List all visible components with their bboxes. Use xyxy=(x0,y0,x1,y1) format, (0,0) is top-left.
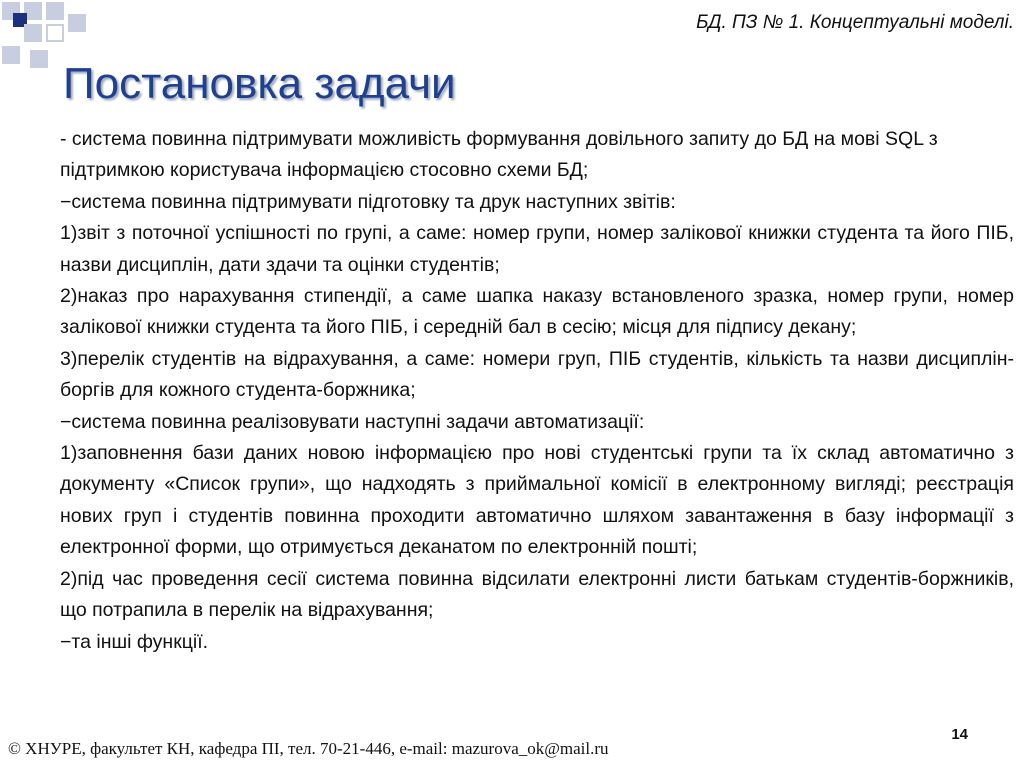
body-paragraph: 1)звіт з поточної успішності по групі, а саме: номер групи, номер залікової книжки студента та його ПІБ, назви дисциплін, дати здачи та оцінки студентів; xyxy=(60,222,1014,276)
deco-square xyxy=(68,14,86,32)
body-paragraph: −та інші функції. xyxy=(60,630,209,653)
slide-title: Постановка задачи xyxy=(63,59,456,108)
deco-square xyxy=(46,24,64,42)
body-paragraph: 2)наказ про нарахування стипендії, а саме шапка наказу встановленого зразка, номер групи, номер залікової книжки студента та його ПІБ, і середній бал в сесію; місця для підпису декану; xyxy=(60,285,1014,339)
header-label: БД. ПЗ № 1. Концептуальні моделі. xyxy=(696,12,1014,33)
body-paragraph: −система повинна підтримувати підготовку та друк наступних звітів: xyxy=(60,190,676,213)
body-paragraph: 3)перелік студентів на відрахування, а саме: номери груп, ПІБ студентів, кількість та назви дисциплін-боргів для кожного студента-боржника; xyxy=(60,347,1014,402)
body-paragraph: 1)заповнення бази даних новою інформацією про нові студентські групи та їх склад автоматично з документу «Список групи», що надходять з приймальної комісії в електронному вигляді; реєстрація нових груп і студентів повинна проходити автоматично шляхом завантаження в базу інформації з електронної форми, що отримується деканатом по електронній пошті; xyxy=(60,442,1014,559)
deco-square xyxy=(2,46,20,64)
page-number: 14 xyxy=(951,726,968,743)
deco-square xyxy=(24,24,42,42)
slide-body xyxy=(60,124,1014,658)
body-paragraph: 2)під час проведення сесії система повинна відсилати електронні листи батькам студентів-боржників, що потрапила в перелік на відрахування; xyxy=(60,567,1014,622)
deco-square xyxy=(30,50,48,68)
body-paragraph: - система повинна підтримувати можливість формування довільного запиту до БД на мові SQL з підтримкою користувача інформацією стосовно схеми БД; xyxy=(60,128,938,182)
footer-copyright: © ХНУРЕ, факультет КН, кафедра ПІ, тел. 70-21-446, e-mail: mazurova_ok@mail.ru xyxy=(8,739,609,758)
body-paragraph: −система повинна реалізовувати наступні задачи автоматизації: xyxy=(60,410,645,433)
deco-square xyxy=(46,2,64,20)
